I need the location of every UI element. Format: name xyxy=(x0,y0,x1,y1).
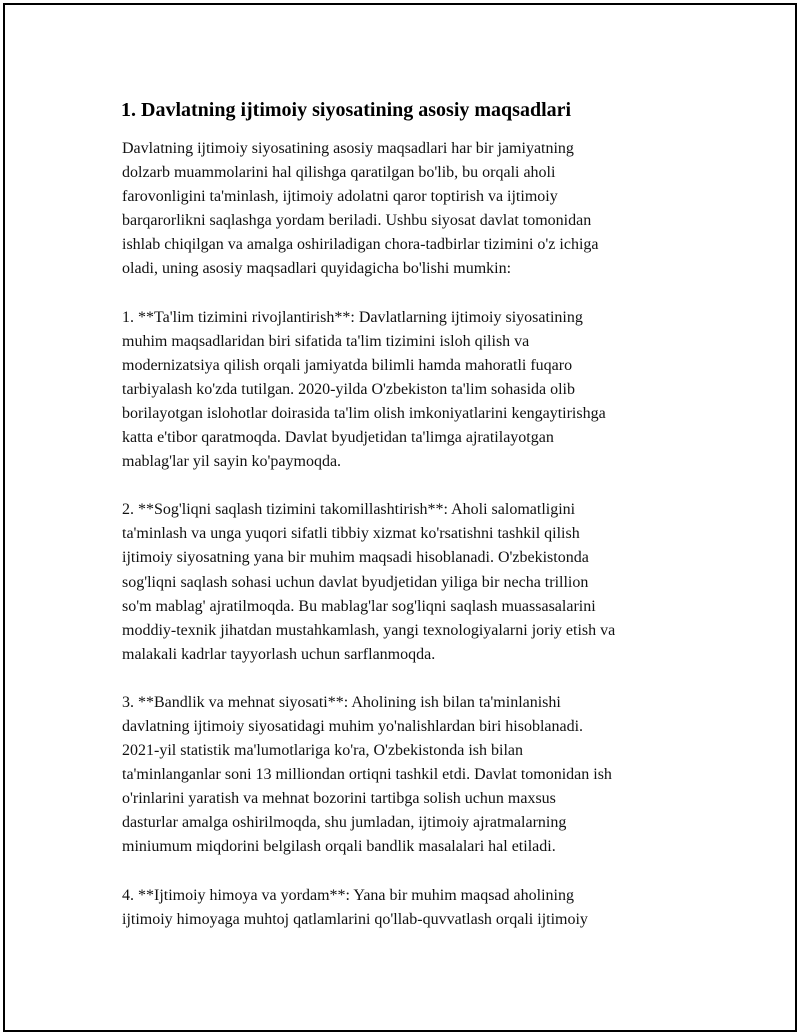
text-line: ishlab chiqilgan va amalga oshiriladigan chora-tadbirlar tizimini o'z ichiga xyxy=(122,236,599,254)
text-line: 1. **Ta'lim tizimini rivojlantirish**: Davlatlarning ijtimoiy siyosatining xyxy=(122,308,583,326)
text-line: 2. **Sog'liqni saqlash tizimini takomillashtirish**: Aholi salomatligini xyxy=(122,501,576,519)
text-line: o'rinlarini yaratish va mehnat bozorini tartibga solish uchun maxsus xyxy=(122,790,556,808)
text-line: borilayotgan islohotlar doirasida ta'lim olish imkoniyatlarini kengaytirishga xyxy=(122,404,606,422)
text-line: Davlatning ijtimoiy siyosatining asosiy maqsadlari har bir jamiyatning xyxy=(122,140,574,157)
text-line: ta'minlanganlar soni 13 milliondan ortiqni tashkil etdi. Davlat tomonidan ish xyxy=(122,766,612,784)
text-line: mablag'lar yil sayin ko'paymoqda. xyxy=(122,453,342,471)
text-line: muhim maqsadlaridan biri sifatida ta'lim tizimini isloh qilish va xyxy=(122,332,530,350)
section-heading: 1. Davlatning ijtimoiy siyosatining asosiy maqsadlari xyxy=(121,99,572,121)
text-line: miniumum miqdorini belgilash orqali bandlik masalalari hal etiladi. xyxy=(122,838,556,856)
text-line: barqarorlikni saqlashga yordam beriladi. Ushbu siyosat davlat tomonidan xyxy=(122,212,592,230)
text-line: ijtimoiy siyosatning yana bir muhim maqsadi hisoblanadi. O'zbekistonda xyxy=(122,549,589,567)
text-line: dasturlar amalga oshirilmoqda, shu jumladan, ijtimoiy ajratmalarning xyxy=(122,814,567,832)
text-line: tarbiyalash ko'zda tutilgan. 2020-yilda O'zbekiston ta'lim sohasida olib xyxy=(122,380,575,398)
text-line: 2021-yil statistik ma'lumotlariga ko'ra, O'zbekistonda ish bilan xyxy=(122,742,524,760)
paragraph xyxy=(122,884,698,932)
paragraph-list xyxy=(118,137,698,932)
text-line: oladi, uning asosiy maqsadlari quyidagicha bo'lishi mumkin: xyxy=(122,260,512,278)
text-line: farovonligini ta'minlash, ijtimoiy adolatni qaror toptirish va ijtimoiy xyxy=(122,188,558,206)
text-line: katta e'tibor qaratmoqda. Davlat byudjetidan ta'limga ajratilayotgan xyxy=(122,429,554,447)
paragraph xyxy=(122,498,698,667)
text-line: malakali kadrlar tayyorlash uchun sarflanmoqda. xyxy=(122,645,436,663)
document-body xyxy=(118,97,698,956)
page-frame xyxy=(3,3,797,1032)
paragraph xyxy=(122,137,698,282)
text-line: modernizatsiya qilish orqali jamiyatda bilimli hamda mahoratli fuqaro xyxy=(122,356,573,374)
text-line: ta'minlash va unga yuqori sifatli tibbiy xizmat ko'rsatishni tashkil qilish xyxy=(122,525,580,543)
paragraph xyxy=(122,691,698,860)
paragraph xyxy=(122,306,698,475)
text-line: sog'liqni saqlash sohasi uchun davlat byudjetidan yiliga bir necha trillion xyxy=(122,573,589,591)
text-line: so'm mablag' ajratilmoqda. Bu mablag'lar sog'liqni saqlash muassasalarini xyxy=(122,597,596,615)
text-line: 3. **Bandlik va mehnat siyosati**: Aholining ish bilan ta'minlanishi xyxy=(122,693,561,711)
text-line: 4. **Ijtimoiy himoya va yordam**: Yana bir muhim maqsad aholining xyxy=(122,886,574,904)
text-line: moddiy-texnik jihatdan mustahkamlash, yangi texnologiyalarni joriy etish va xyxy=(122,621,616,639)
text-line: dolzarb muammolarini hal qilishga qaratilgan bo'lib, bu orqali aholi xyxy=(122,164,556,182)
text-line: ijtimoiy himoyaga muhtoj qatlamlarini qo'llab-quvvatlash orqali ijtimoiy xyxy=(122,910,588,928)
text-line: davlatning ijtimoiy siyosatidagi muhim yo'nalishlardan biri hisoblanadi. xyxy=(122,717,584,735)
